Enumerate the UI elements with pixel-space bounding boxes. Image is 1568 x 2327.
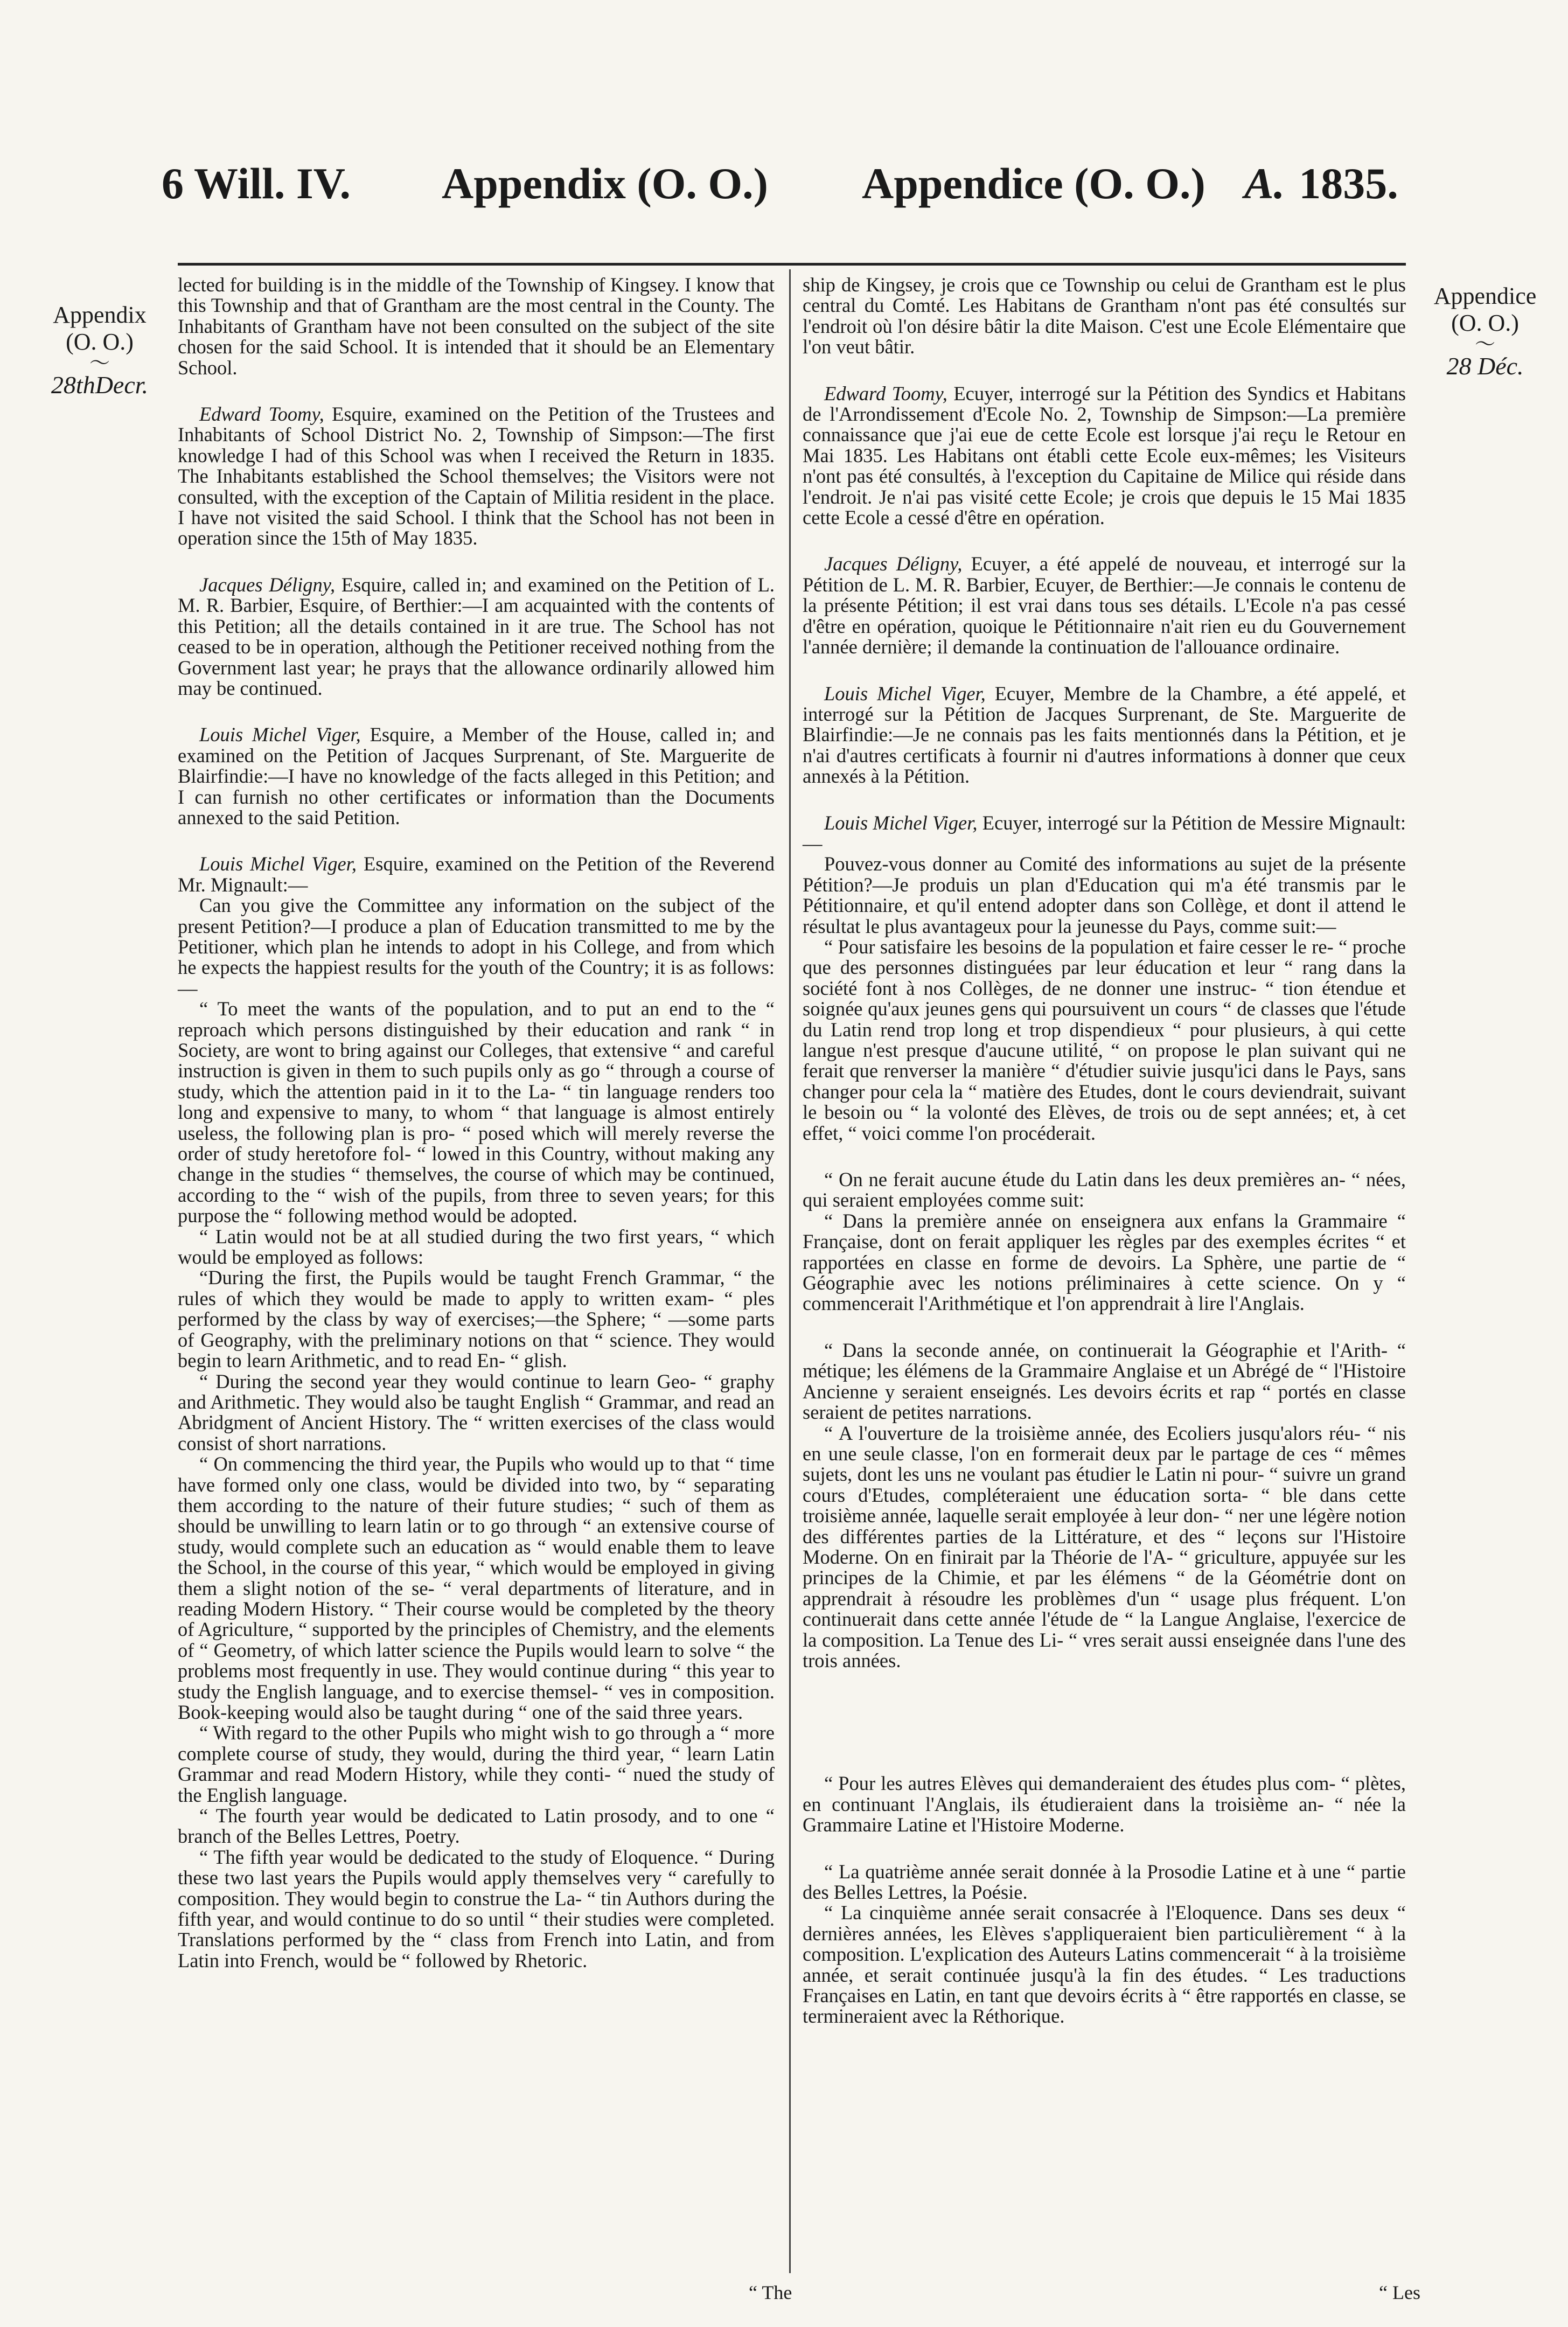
swash-ornament-icon: 〜 (89, 352, 110, 375)
header-rule (178, 263, 1406, 266)
side-note-right (1407, 283, 1563, 380)
french-plan-intro: “ Pour satisfaire les besoins de la population et faire cesser le re- “ proche que des personnes distinguées par leur éducation et leur “ rang dans la société font à nos Collèges, de ne donner une instruc- “ tion étendue et soignée qu'aux jeunes gens qui poursuivent un cours “ de classes que l'étude du Latin rend trop long et trop dispendieux “ pour plusieurs, à qui cette langue n'est presque d'aucune utilité, “ on propose le plan suivant qui ne ferait que renverser la manière “ d'étudier suivie jusqu'ici dans le Pays, sans changer pour cela la “ matière des Etudes, dont le cours deviendrait, suivant le besoin ou “ la volonté des Elèves, de trois ou de sept années; et, à cet effet, “ voici comme l'on procéderait. (803, 935, 1406, 1144)
witness-name: Jacques Déligny, (824, 553, 963, 575)
witness-name: Edward Toomy, (824, 382, 947, 405)
header-year-prefix: A. (1244, 159, 1285, 208)
catchword-french: “ Les (1379, 2282, 1420, 2303)
english-paragraph: Edward Toomy, Esquire, examined on the Petition of the Trustees and Inhabitants of School District No. 2, Township of Simpson:—The first knowledge I had of this School was when I received the Return in 1835. The Inhabitants established the School themselves; the Visitors were not consulted, with the exception of the Captain of Militia resident in the place. I have not visited the said School. I think that the School has not been in operation since the 15th of May 1835. (178, 403, 775, 549)
french-plan-item: “ La quatrième année serait donnée à la Prosodie Latine et à une “ partie des Belles Lettres, la Poésie. (803, 1860, 1406, 1903)
side-note-left-sub: (O. O.) (66, 329, 134, 355)
english-column (178, 275, 775, 1971)
french-plan-item: “ A l'ouverture de la troisième année, des Ecoliers jusqu'alors réu- “ nis en une seule classe, l'on en formerait deux par le partage de ces “ mêmes sujets, dont les uns ne voulant pas étudier le Latin ni pour- “ suivre un grand cours d'Etudes, compléteraient une éducation sorta- “ ble dans cette troisième année, laquelle serait employée à leur don- “ ner une légère notion des différentes parties de la Littérature, et des “ leçons sur l'Histoire Moderne. On en finirait par la Théorie de l'A- “ griculture, appuyée sur les principes de la Chimie, et par les élémens “ de la Géométrie dont on apprendrait à résoudre les problèmes d'un “ usage plus fréquent. L'on continuerait dans cette année l'étude de “ la Langue Anglaise, l'exercice de la composition. La Tenue des Li- “ vres serait aussi enseignée dans l'une des trois années. (803, 1422, 1406, 1671)
english-paragraph: Louis Michel Viger, Esquire, examined on the Petition of the Reverend Mr. Mignault:— (178, 853, 775, 896)
side-note-right-date: 28 Déc. (1446, 352, 1524, 380)
french-plan-item: “ La cinquième année serait consacrée à l'Eloquence. Dans ses deux “ dernières années, les Elèves s'appliqueraient bien particulièrement “ à la composition. L'explication des Auteurs Latins commencerait “ à la troisième année, et serait continuée jusqu'à la fin des études. “ Les traductions Françaises en Latin, en tant que devoirs écrits à “ être rapportés en classe, se termineraient avec la Réthorique. (803, 1901, 1406, 2028)
side-note-right-sub: (O. O.) (1451, 310, 1519, 336)
english-plan-intro: “ To meet the wants of the population, and to put an end to the “ reproach which persons distinguished by their education and rank “ in Society, are wont to bring against our Colleges, that extensive “ and careful instruction is given in them to such pupils only as go “ through a course of study, which the attention paid in it to the La- “ tin language renders too long and expensive to many, to whom “ that language is almost entirely useless, the following plan is pro- “ posed which will merely reverse the order of study heretofore fol- “ lowed in this Country, without making any change in the studies “ themselves, the course of which may be continued, according to the “ wish of the pupils, from three to seven years; for this purpose the “ following method would be adopted. (178, 998, 775, 1227)
header-appendix-fr: Appendice (O. O.) (862, 159, 1205, 208)
english-plan-item: “ On commencing the third year, the Pupils who would up to that “ time have formed only one class, would be divided into two, by “ separating them according to the nature of their future studies; “ such of them as should be unwilling to learn latin or to go through “ an extensive course of study, would complete such an education as “ would enable them to leave the School, in the course of this year, “ which would be employed in giving them a slight notion of the se- “ veral departments of literature, and in reading Modern History. “ Their course would be completed by the theory of Agriculture, “ supported by the principles of Chemistry, and the elements of “ Geometry, of which latter science the Pupils would learn to solve “ the problems most frequently in use. They would continue during “ this year to study the English language, and to exercise themsel- “ ves in composition. Book-keeping would also be taught during “ one of the said three years. (178, 1453, 775, 1723)
side-note-right-title: Appendice (1433, 283, 1537, 309)
witness-name: Edward Toomy, (199, 403, 324, 426)
french-paragraph: Jacques Déligny, Ecuyer, a été appelé de nouveau, et interrogé sur la Pétition de L. M. R. Barbier, Ecuyer, de Berthier:—Je connais le contenu de la présente Pétition; il est vrai dans tous ses détails. L'Ecole n'a pas cessé d'être en opération, quoique le Pétitionnaire n'ait rien eu du Gouvernement l'année dernière; il demande la continuation de l'allouance ordinaire. (803, 553, 1406, 658)
header-year (1244, 159, 1398, 208)
french-plan-item: “ Dans la première année on enseignera aux enfans la Grammaire “ Française, dont on ferait appliquer les règles par des exemples écrites “ et rapportées en classe en forme de devoirs. La Sphère, une partie de “ Géographie avec les notions préliminaires à cette science. On y “ commencerait l'Arithmétique et l'on apprendrait à lire l'Anglais. (803, 1209, 1406, 1315)
witness-name: Louis Michel Viger, (199, 723, 361, 746)
french-paragraph: Louis Michel Viger, Ecuyer, Membre de la Chambre, a été appelé, et interrogé sur la Pétition de Jacques Surprenant, de Ste. Marguerite de Blairfindie:—Je ne connais pas les faits mentionnés dans la Pétition, et je n'ai d'autres certificats à fournir ni d'autres informations à donner que ceux annexés à la Pétition. (803, 682, 1406, 788)
french-plan-item: “ On ne ferait aucune étude du Latin dans les deux premières an- “ nées, qui seraient employées comme suit: (803, 1168, 1406, 1211)
witness-name: Louis Michel Viger, (199, 853, 357, 875)
side-note-left-title: Appendix (53, 302, 147, 328)
english-plan-item: “ With regard to the other Pupils who might wish to go through a “ more complete course of study, they would, during the third year, “ learn Latin Grammar and read Modern History, while they conti- “ nued the study of the English language. (178, 1722, 775, 1806)
english-question: Can you give the Committee any information on the subject of the present Petition?—I produce a plan of Education transmitted to me by the Petitioner, which plan he intends to adopt in his College, and from which he expects the happiest results for the youth of the Country; it is as follows:— (178, 894, 775, 999)
english-plan-item: “ During the second year they would continue to learn Geo- “ graphy and Arithmetic. They would also be taught English “ Grammar, and read an Abridgment of Ancient History. The “ written exercises of the class would consist of short narrations. (178, 1370, 775, 1454)
english-plan-item: “During the first, the Pupils would be taught French Grammar, “ the rules of which they would be made to apply to written exam- “ ples performed by the class by way of exercises;—the Sphere; “ —some parts of Geography, with the preliminary notions on that “ science. They would begin to learn Arithmetic, and to read En- “ glish. (178, 1266, 775, 1372)
swash-ornament-icon: 〜 (1474, 333, 1495, 356)
english-plan-item: “ The fourth year would be dedicated to Latin prosody, and to one “ branch of the Belles Lettres, Poetry. (178, 1805, 775, 1848)
witness-name: Louis Michel Viger, (824, 682, 986, 705)
french-plan-item: “ Dans la seconde année, on continuerait la Géographie et l'Arith- “ métique; les élémens de la Grammaire Anglaise et un Abrégé de “ l'Histoire Ancienne y seraient enseignés. Les devoirs écrits et rap “ portés en classe seraient de petites narrations. (803, 1339, 1406, 1424)
english-plan-item: “ The fifth year would be dedicated to the study of Eloquence. “ During these two last years the Pupils would apply themselves very “ carefully to composition. They would begin to construe the La- “ tin Authors during the fifth year, and would continue to do so until “ their studies were completed. Translations performed by the “ class from French into Latin, and from Latin into French, would be “ followed by Rhetoric. (178, 1845, 775, 1971)
side-note-left-date: 28thDecr. (51, 371, 149, 399)
french-paragraph: Louis Michel Viger, Ecuyer, interrogé sur la Pétition de Messire Mignault:— (803, 811, 1406, 854)
header-year-value: 1835. (1299, 159, 1398, 208)
english-paragraph: lected for building is in the middle of the Township of Kingsey. I know that this Township and that of Grantham are the most central in the County. The Inhabitants of Grantham have not been consulted on the subject of the site chosen for the said School. It is intended that it should be an Elementary School. (178, 274, 775, 379)
header-appendix-en: Appendix (O. O.) (442, 159, 768, 208)
header-regnal-year: 6 Will. IV. (162, 159, 351, 208)
english-paragraph: Jacques Déligny, Esquire, called in; and examined on the Petition of L. M. R. Barbier, Esquire, of Berthier:—I am acquainted with the contents of this Petition; all the details contained in it are true. The School has not ceased to be in operation, although the Petitioner received nothing from the Government last year; he prays that the allowance ordinarily allowed him may be continued. (178, 573, 775, 699)
french-question: Pouvez-vous donner au Comité des informations au sujet de la présente Pétition?—Je produis un plan d'Education qui m'a été transmis par le Pétitionnaire, et qu'il entend adopter dans son Collège, et dont il attend le résultat le plus avantageux pour la jeunesse du Pays, comme suit:— (803, 853, 1406, 937)
side-note-left (22, 302, 178, 399)
english-plan-item: “ Latin would not be at all studied during the two first years, “ which would be employed as follows: (178, 1225, 775, 1269)
english-paragraph: Louis Michel Viger, Esquire, a Member of the House, called in; and examined on the Petition of Jacques Surprenant, of Ste. Marguerite de Blairfindie:—I have no knowledge of the facts alleged in this Petition; and I can furnish no other certificates or information than the Documents annexed to the said Petition. (178, 723, 775, 828)
catchword-english: “ The (749, 2282, 792, 2303)
french-paragraph: ship de Kingsey, je crois que ce Township ou celui de Grantham est le plus central du Comté. Les Habitans de Grantham n'ont pas été consultés sur l'endroit où l'on désire bâtir la dite Maison. C'est une Ecole Elémentaire que l'on veut bâtir. (803, 274, 1406, 358)
witness-name: Louis Michel Viger, (824, 811, 978, 834)
french-plan-item: “ Pour les autres Elèves qui demanderaient des études plus com- “ plètes, en continuant l'Anglais, ils étudieraient dans la troisième an- “ née la Grammaire Latine et l'Histoire Moderne. (803, 1772, 1406, 1836)
french-paragraph: Edward Toomy, Ecuyer, interrogé sur la Pétition des Syndics et Habitans de l'Arrondissement d'Ecole No. 2, Township de Simpson:—La première connaissance que j'ai eue de cette Ecole est lorsque j'ai reçu le Retour en Mai 1835. Les Habitans ont établi cette Ecole eux-mêmes; les Visiteurs n'ont pas été consultés, à l'exception du Capitaine de Milice qui réside dans l'endroit. Je n'ai pas visité cette Ecole; je crois que depuis le 15 Mai 1835 cette Ecole a cessé d'être en opération. (803, 382, 1406, 529)
french-column (803, 275, 1406, 2027)
witness-name: Jacques Déligny, (199, 573, 336, 596)
column-divider (789, 269, 791, 2273)
